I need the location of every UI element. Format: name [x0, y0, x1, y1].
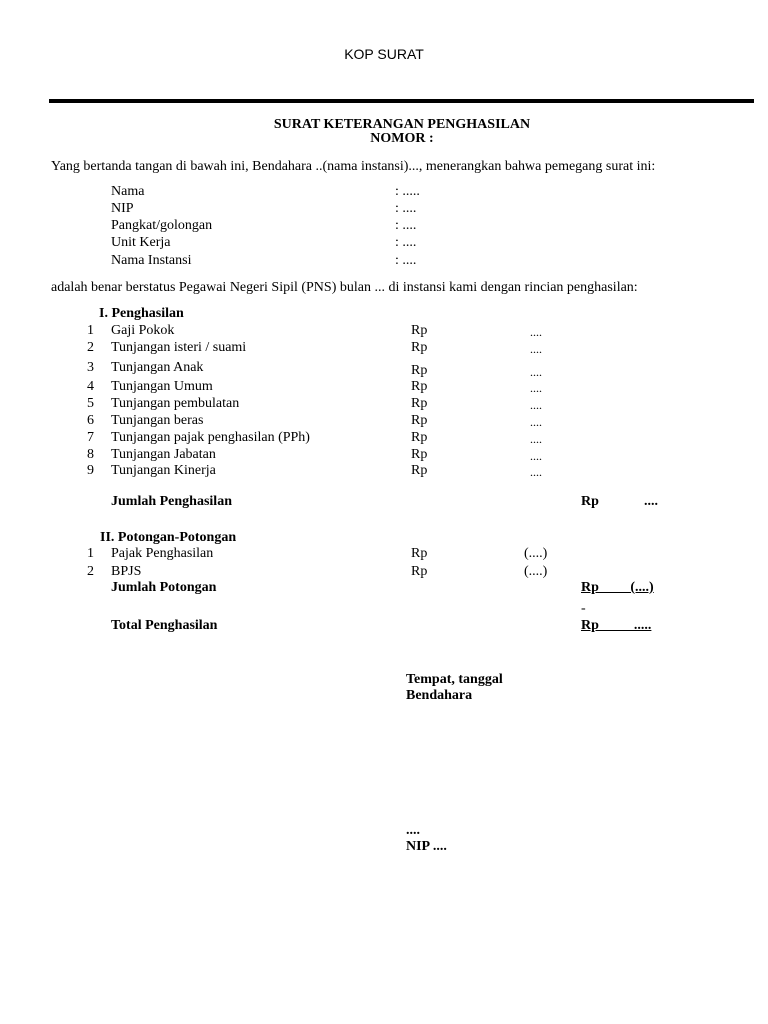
row-number: 4 — [87, 379, 94, 394]
deductions-total-label: Jumlah Potongan — [111, 580, 217, 595]
currency-label: Rp — [411, 413, 428, 428]
income-total-label: Jumlah Penghasilan — [111, 494, 232, 509]
income-heading: I. Penghasilan — [99, 306, 184, 321]
document-title: SURAT KETERANGAN PENGHASILAN — [273, 117, 531, 132]
deduction-item-label: Pajak Penghasilan — [111, 546, 214, 561]
currency-label: Rp — [411, 430, 428, 445]
intro-paragraph: Yang bertanda tangan di bawah ini, Bendahara ..(nama instansi)..., menerangkan bahwa pemegang surat ini: — [51, 159, 656, 174]
identity-label: NIP — [111, 201, 134, 216]
identity-value: : ..... — [395, 184, 420, 199]
signature-name: .... — [406, 823, 420, 838]
currency-label: Rp — [411, 363, 428, 378]
grand-total-label: Total Penghasilan — [111, 618, 218, 633]
income-item-amount: .... — [530, 381, 542, 395]
currency-label: Rp — [411, 546, 428, 561]
header-divider — [49, 99, 754, 103]
document-number: NOMOR : — [370, 131, 434, 146]
deduction-item-amount: (....) — [524, 564, 548, 579]
income-item-amount: .... — [530, 415, 542, 429]
income-item-label: Tunjangan Kinerja — [111, 463, 216, 478]
income-item-amount: .... — [530, 432, 542, 446]
identity-value: : .... — [395, 253, 417, 268]
signature-place-date: Tempat, tanggal — [406, 672, 503, 687]
signature-nip: NIP .... — [406, 839, 447, 854]
row-number: 9 — [87, 463, 94, 478]
row-number: 5 — [87, 396, 94, 411]
identity-label: Unit Kerja — [111, 235, 171, 250]
minus-sign: - — [581, 601, 586, 616]
income-item-label: Tunjangan pajak penghasilan (PPh) — [111, 430, 310, 445]
currency-label: Rp — [411, 396, 428, 411]
deduction-item-amount: (....) — [524, 546, 548, 561]
deductions-total-value: Rp (....) — [581, 580, 654, 595]
row-number: 2 — [87, 564, 94, 579]
identity-value: : .... — [395, 218, 417, 233]
signature-role: Bendahara — [406, 688, 473, 703]
currency-label: Rp — [411, 340, 428, 355]
statement-paragraph: adalah benar berstatus Pegawai Negeri Sipil (PNS) bulan ... di instansi kami dengan rincian penghasilan: — [51, 280, 638, 295]
identity-value: : .... — [395, 201, 417, 216]
income-item-label: Gaji Pokok — [111, 323, 175, 338]
income-item-amount: .... — [530, 325, 542, 339]
income-item-label: Tunjangan pembulatan — [111, 396, 240, 411]
identity-value: : .... — [395, 235, 417, 250]
income-item-label: Tunjangan Jabatan — [111, 447, 216, 462]
deduction-item-label: BPJS — [111, 564, 142, 579]
income-item-label: Tunjangan beras — [111, 413, 204, 428]
income-item-label: Tunjangan Anak — [111, 360, 204, 375]
income-item-amount: .... — [530, 449, 542, 463]
row-number: 7 — [87, 430, 94, 445]
deductions-heading: II. Potongan-Potongan — [100, 530, 237, 545]
row-number: 1 — [87, 323, 94, 338]
grand-total-value: Rp ..... — [581, 618, 652, 633]
income-item-amount: .... — [530, 398, 542, 412]
currency-label: Rp — [411, 463, 428, 478]
identity-label: Nama — [111, 184, 145, 199]
income-item-amount: .... — [530, 465, 542, 479]
currency-label: Rp — [411, 379, 428, 394]
currency-label: Rp — [411, 564, 428, 579]
identity-label: Pangkat/golongan — [111, 218, 213, 233]
row-number: 1 — [87, 546, 94, 561]
currency-label: Rp — [411, 447, 428, 462]
currency-label: Rp — [581, 494, 599, 509]
row-number: 3 — [87, 360, 94, 375]
income-item-amount: .... — [530, 342, 542, 356]
currency-label: Rp — [411, 323, 428, 338]
identity-label: Nama Instansi — [111, 253, 192, 268]
row-number: 2 — [87, 340, 94, 355]
income-item-amount: .... — [530, 365, 542, 379]
income-item-label: Tunjangan Umum — [111, 379, 213, 394]
letterhead-placeholder: KOP SURAT — [344, 46, 424, 62]
row-number: 8 — [87, 447, 94, 462]
row-number: 6 — [87, 413, 94, 428]
income-total-amount: .... — [644, 494, 658, 509]
income-item-label: Tunjangan isteri / suami — [111, 340, 247, 355]
